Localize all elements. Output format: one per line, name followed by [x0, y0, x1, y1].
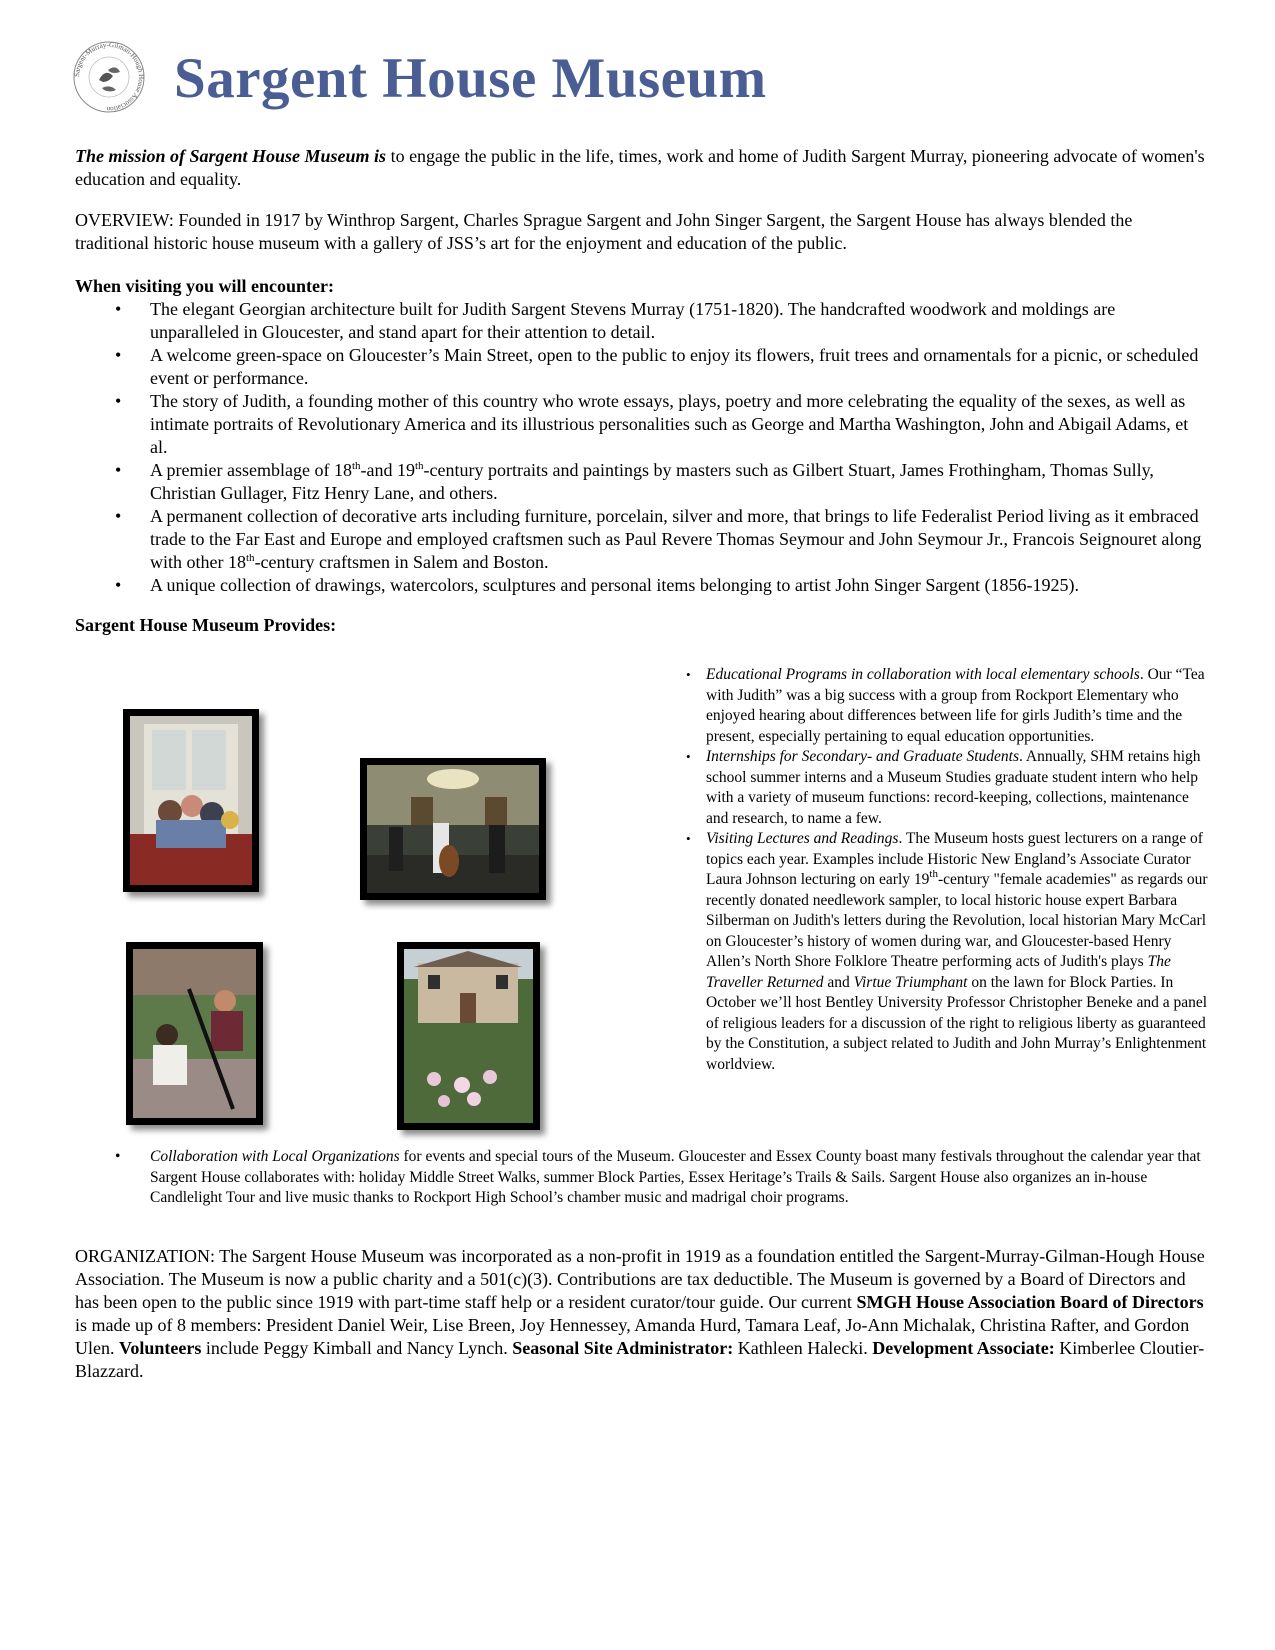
mission-lead: The mission of Sargent House Museum is [75, 146, 387, 166]
house-garden-photo [397, 942, 540, 1130]
provides-heading: Sargent House Museum Provides: [75, 615, 337, 635]
museum-seal-logo [72, 40, 146, 114]
list-item: • Collaboration with Local Organizations for events and special tours of the Museum. Gloucester and Essex County boast many festivals throughout the calendar year that Sargent House collaborates with: holiday Middle Street Walks, summer Block Parties, Essex Heritage’s Trails & Sails. Sargent House also organizes an in-house Candlelight Tour and live music thanks to Rockport High School’s chamber music and madrigal choir programs. [75, 1147, 1215, 1209]
list-item: • The elegant Georgian architecture built for Judith Sargent Stevens Murray (1751-1820). The handcrafted woodwork and moldings are unparalleled in Gloucester, and stand apart for their attention to detail. [75, 298, 1205, 344]
organization-paragraph: ORGANIZATION: The Sargent House Museum was incorporated as a non-profit in 1919 as a foundation entitled the Sargent-Murray-Gilman-Hough House Association. The Museum is now a public charity and a 501(c)(3). Contributions are tax deductible. The Museum is governed by a Board of Directors and has been open to the public since 1919 with part-time staff help or a resident curator/tour guide. Our current SMGH House Association Board of Directors is made up of 8 members: President Daniel Weir, Lise Breen, Joy Hennessey, Amanda Hurd, Tamara Leaf, Jo-Ann Michalak, Christina Rafter, and Gordon Ulen. Volunteers include Peggy Kimball and Nancy Lynch. Seasonal Site Administrator: Kathleen Halecki. Development Associate: Kimberlee Cloutier-Blazzard. [75, 1246, 1205, 1381]
list-item: • The story of Judith, a founding mother of this country who wrote essays, plays, poetry and more celebrating the equality of the sexes, as well as intimate portraits of Revolutionary America and its illustrious personalities such as George and Martha Washington, John and Abigail Adams, et al. [75, 390, 1205, 459]
list-item: • A welcome green-space on Gloucester’s Main Street, open to the public to enjoy its flowers, fruit trees and ornamentals for a picnic, or scheduled event or performance. [75, 344, 1205, 390]
list-item: • Visiting Lectures and Readings. The Museum hosts guest lecturers on a range of topics each year. Examples include Historic New England’s Associate Curator Laura Johnson lecturing on early 19th-century "female academies" as regards our recently donated needlework sampler, to local historic house expert Barbara Silberman on Judith's letters during the Revolution, local historian Mary McCarl on Gloucester’s history of women during war, and Gloucester-based Henry Allen’s North Shore Folklore Theatre performing acts of Judith's plays The Traveller Returned and Virtue Triumphant on the lawn for Block Parties. In October we’ll host Bentley University Professor Christopher Beneke and a panel of religious leaders for a discussion of the right to religious liberty as guaranteed by the Constitution, a subject related to Judith and John Murray’s Enlightenment worldview. [672, 829, 1212, 1075]
overview-paragraph: OVERVIEW: Founded in 1917 by Winthrop Sargent, Charles Sprague Sargent and John Singer Sargent, the Sargent House has always blended the traditional historic house museum with a gallery of JSS’s art for the enjoyment and education of the public. [75, 210, 1133, 253]
chamber-music-photo [360, 758, 546, 900]
page-title: Sargent House Museum [174, 47, 767, 110]
collaboration-list [75, 1147, 1215, 1209]
list-item: • Educational Programs in collaboration with local elementary schools. Our “Tea with Judith” was a big success with a group from Rockport Elementary who enjoyed hearing about differences between life for girls Judith’s time and the present, especially pertaining to equal education opportunities. [672, 665, 1212, 747]
list-item: • A unique collection of drawings, watercolors, sculptures and personal items belonging to artist John Singer Sargent (1856-1925). [75, 574, 1205, 597]
mission-text: to engage the public in the life, times, work and home of Judith Sargent Murray, pioneering advocate of women's education and equality. [75, 146, 1205, 189]
list-item: • A permanent collection of decorative arts including furniture, porcelain, silver and more, that brings to life Federalist Period living as it embraced trade to the Far East and Europe and employed craftsmen such as Paul Revere Thomas Seymour and John Seymour Jr., Francois Seignouret along with other 18th-century craftsmen in Salem and Boston. [75, 505, 1205, 574]
logo-ring-text: Sargent-Murray-Gilman-Hough House Association [72, 40, 146, 114]
mission-paragraph [75, 145, 1205, 191]
visiting-heading: When visiting you will encounter: [75, 276, 335, 296]
interns-garden-photo [126, 942, 263, 1125]
visiting-list [75, 298, 1205, 597]
list-item: • Internships for Secondary- and Graduate Students. Annually, SHM retains high school summer interns and a Museum Studies graduate student intern who help with a variety of museum functions: record-keeping, collections, maintenance and research, to name a few. [672, 747, 1212, 829]
tea-with-judith-photo [123, 709, 259, 892]
list-item: • A premier assemblage of 18th-and 19th-century portraits and paintings by masters such as Gilbert Stuart, James Frothingham, Thomas Sully, Christian Gullager, Fitz Henry Lane, and others. [75, 459, 1205, 505]
provides-list [672, 665, 1212, 1075]
